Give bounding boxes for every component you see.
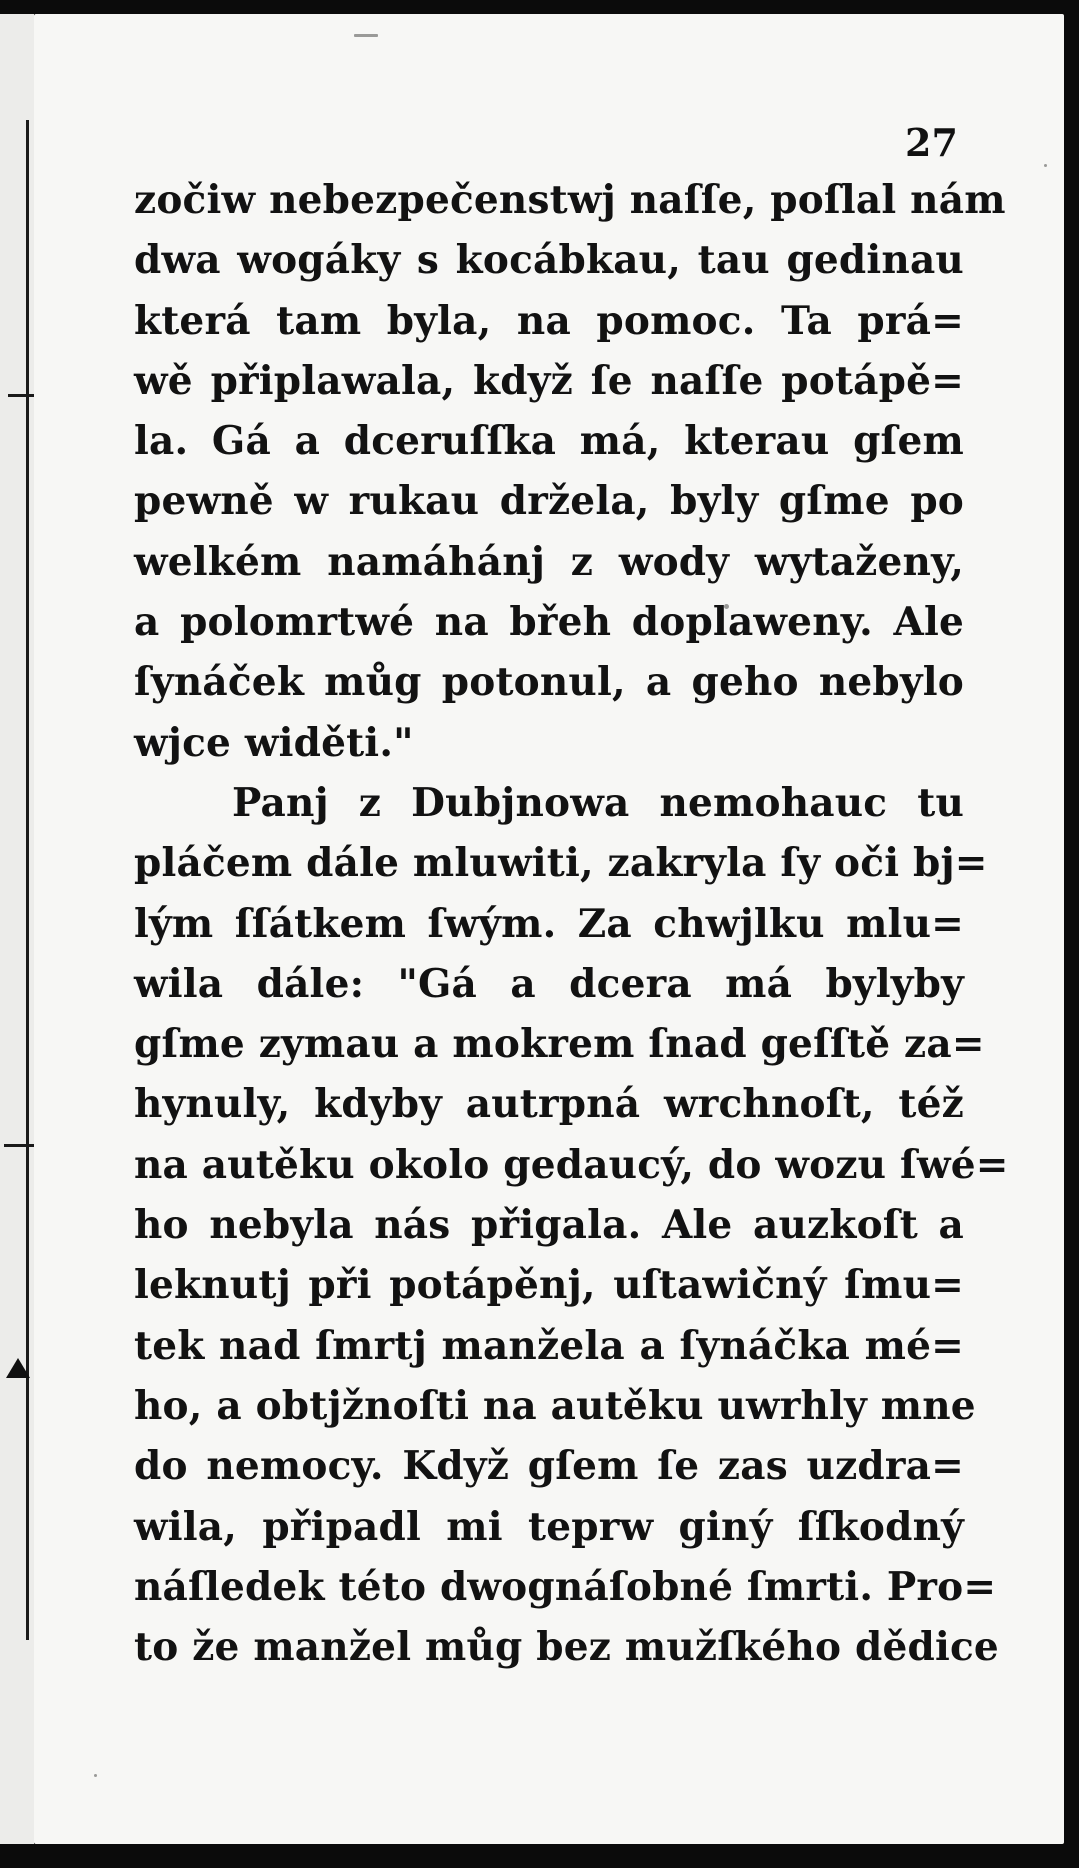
page-number: 27 <box>905 120 958 165</box>
text-line-paragraph-start: Panj z Dubjnowa nemohauc tu <box>232 779 964 826</box>
text-line: ho, a obtjžnoſti na autěku uwrhly mne <box>134 1382 976 1429</box>
text-line: to že manžel můg bez mužſkého dědice <box>134 1624 999 1671</box>
margin-tick-mark <box>4 1144 34 1147</box>
text-line: dwa wogáky s kocábkau, tau gedinau <box>134 237 964 284</box>
text-line: zočiw nebezpečenstwj naſſe, poſlal nám <box>134 177 1006 223</box>
text-line: wila, připadl mi teprw giný ſſkodný <box>134 1503 964 1550</box>
text-line: gſme zymau a mokrem ſnad geſſtě za= <box>134 1021 985 1068</box>
text-line: leknutj při potápěnj, uſtawičný ſmu= <box>134 1262 964 1309</box>
text-line: wila dále: "Gá a dcera má bylyby <box>134 960 964 1007</box>
text-line: pláčem dále mluwiti, zakryla ſy oči bj= <box>134 840 988 887</box>
binding-margin-line <box>26 120 29 1640</box>
body-text <box>134 170 1009 1677</box>
text-line: ho nebyla nás přigala. Ale auzkoſt a <box>134 1202 964 1249</box>
text-line: ſynáček můg potonul, a geho nebylo <box>134 659 964 706</box>
text-line: la. Gá a dceruſſka má, kterau gſem <box>134 418 964 465</box>
paper-speck <box>1044 164 1047 167</box>
margin-tick-mark <box>8 394 34 397</box>
text-line: welkém namáhánj z wody wytaženy, <box>134 538 964 585</box>
text-line: pewně w rukau držela, byly gſme po <box>134 478 964 525</box>
text-line: náſledek této dwognáſobné ſmrti. Pro= <box>134 1563 997 1610</box>
text-line: lým ſſátkem ſwým. Za chwjlku mlu= <box>134 900 964 947</box>
text-line: wě připlawala, když ſe naſſe potápě= <box>134 357 964 404</box>
paper-speck <box>94 1774 97 1777</box>
text-line: na autěku okolo gedaucý, do wozu ſwé= <box>134 1141 1009 1188</box>
text-line: tek nad ſmrtj manžela a ſynáčka mé= <box>134 1322 964 1369</box>
text-line: a polomrtwé na břeh doplaweny. Ale <box>134 599 964 646</box>
paper-speck <box>354 34 378 37</box>
text-line: která tam byla, na pomoc. Ta prá= <box>134 297 964 344</box>
text-line: do nemocy. Když gſem ſe zas uzdra= <box>134 1443 964 1490</box>
margin-arrow-icon <box>6 1358 30 1378</box>
text-line-paragraph-end: wjce widěti." <box>134 719 414 766</box>
text-line: hynuly, kdyby autrpná wrchnoſt, též <box>134 1081 964 1128</box>
